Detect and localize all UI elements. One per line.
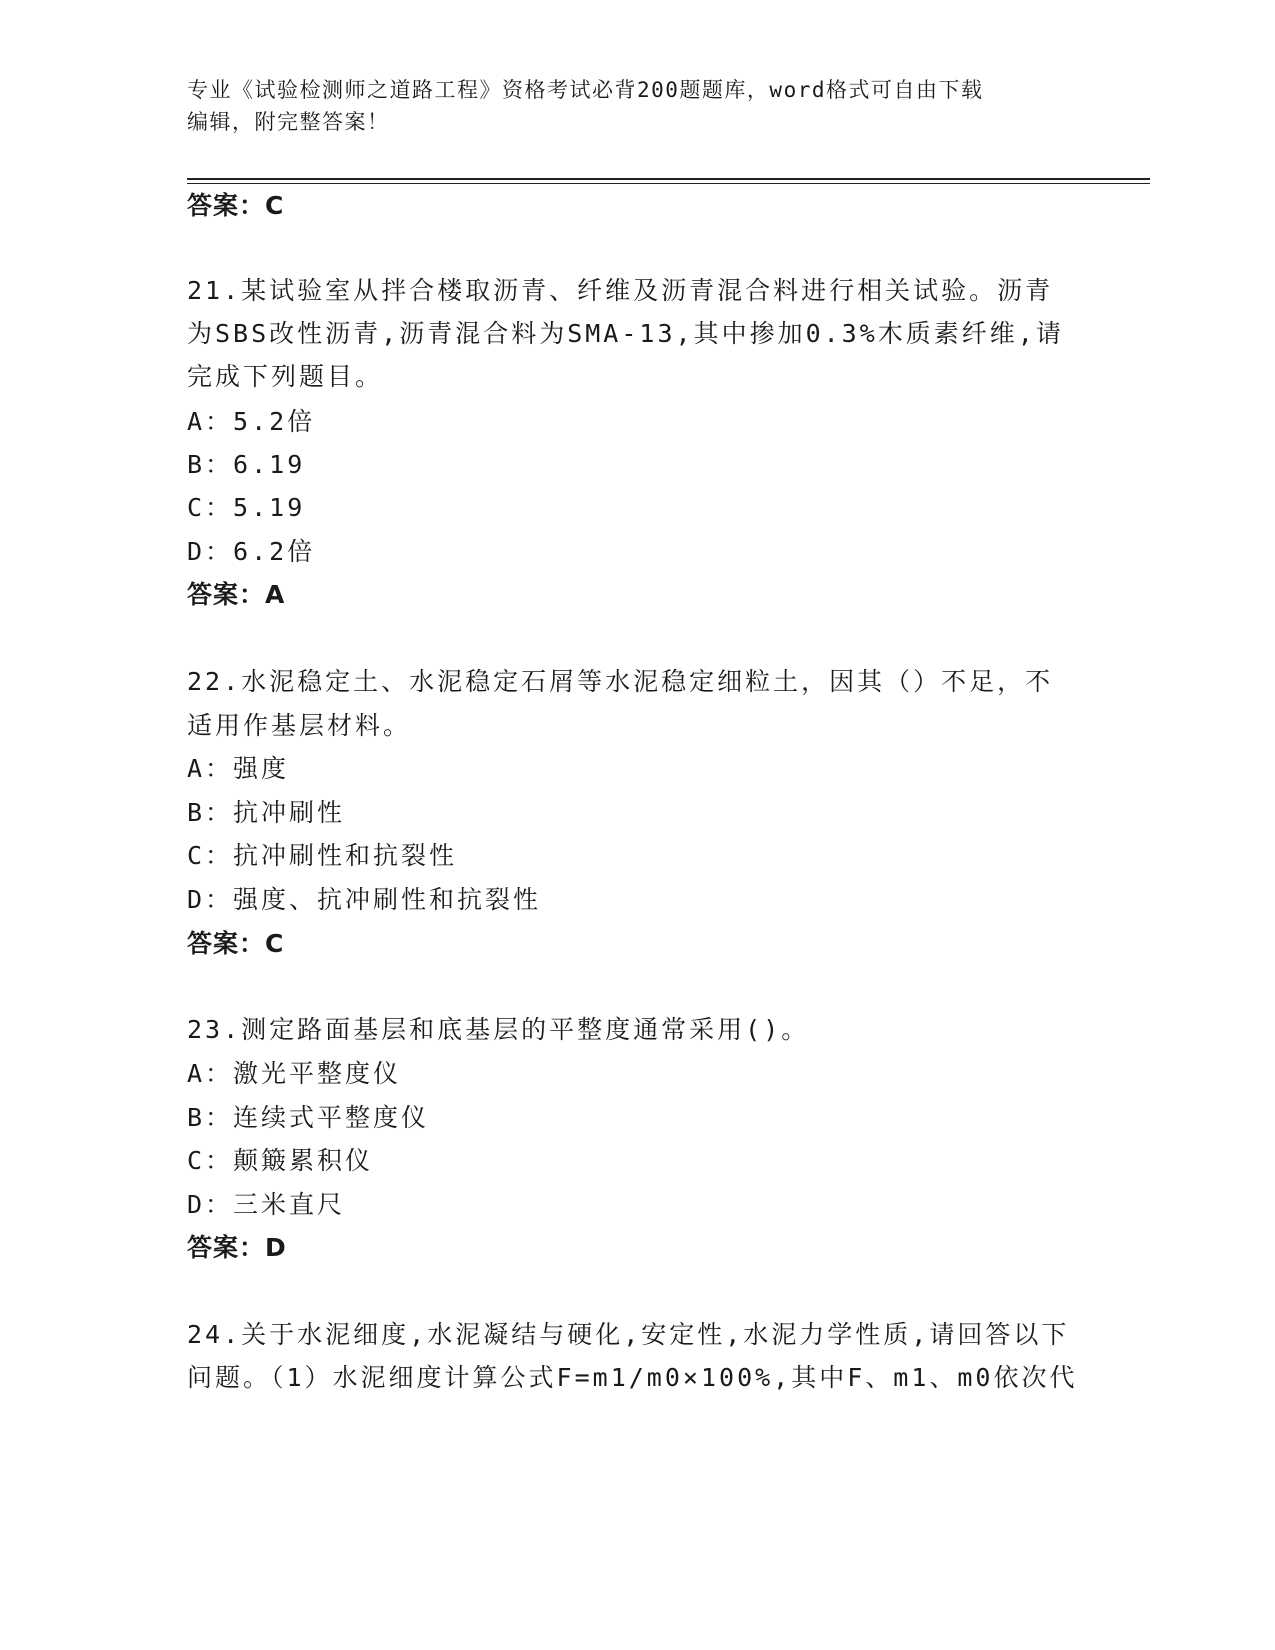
q23-option-d: D：三米直尺 xyxy=(187,1190,346,1219)
q21-option-a: A：5.2倍 xyxy=(187,407,316,436)
header-line-1: 专业《试验检测师之道路工程》资格考试必背200题题库，word格式可自由下载 xyxy=(187,78,984,102)
q21-option-c: C：5.19 xyxy=(187,493,306,522)
q21-stem-line-1: 21.某试验室从拌合楼取沥青、纤维及沥青混合料进行相关试验。沥青 xyxy=(187,276,1054,305)
q22-answer: 答案：C xyxy=(187,929,285,958)
header-divider-thin xyxy=(187,183,1150,184)
q21-option-d: D：6.2倍 xyxy=(187,537,316,566)
q23-option-a: A：激光平整度仪 xyxy=(187,1059,402,1088)
q22-stem-line-2: 适用作基层材料。 xyxy=(187,711,412,740)
q23-option-c: C：颠簸累积仪 xyxy=(187,1146,374,1175)
q21-stem-line-3: 完成下列题目。 xyxy=(187,362,384,391)
q21-stem-line-2: 为SBS改性沥青,沥青混合料为SMA-13,其中掺加0.3%木质素纤维,请 xyxy=(187,319,1064,348)
q24-stem-line-1: 24.关于水泥细度,水泥凝结与硬化,安定性,水泥力学性质,请回答以下 xyxy=(187,1320,1070,1349)
previous-answer: 答案：C xyxy=(187,191,285,220)
q24-stem-line-2: 问题。（1）水泥细度计算公式F=m1/m0×100%,其中F、m1、m0依次代 xyxy=(187,1363,1078,1392)
q22-option-a: A：强度 xyxy=(187,754,290,783)
q23-option-b: B：连续式平整度仪 xyxy=(187,1103,430,1132)
q22-stem-line-1: 22.水泥稳定土、水泥稳定石屑等水泥稳定细粒土，因其（）不足，不 xyxy=(187,667,1054,696)
q21-option-b: B：6.19 xyxy=(187,450,306,479)
header-line-2: 编辑，附完整答案！ xyxy=(187,110,390,134)
q22-option-b: B：抗冲刷性 xyxy=(187,798,346,827)
q23-answer: 答案：D xyxy=(187,1233,287,1262)
q22-option-c: C：抗冲刷性和抗裂性 xyxy=(187,841,458,870)
document-header xyxy=(187,74,1087,138)
q23-stem-line-1: 23.测定路面基层和底基层的平整度通常采用()。 xyxy=(187,1015,810,1044)
q22-option-d: D：强度、抗冲刷性和抗裂性 xyxy=(187,885,542,914)
q21-answer: 答案：A xyxy=(187,580,286,609)
header-divider-thick xyxy=(187,178,1150,180)
